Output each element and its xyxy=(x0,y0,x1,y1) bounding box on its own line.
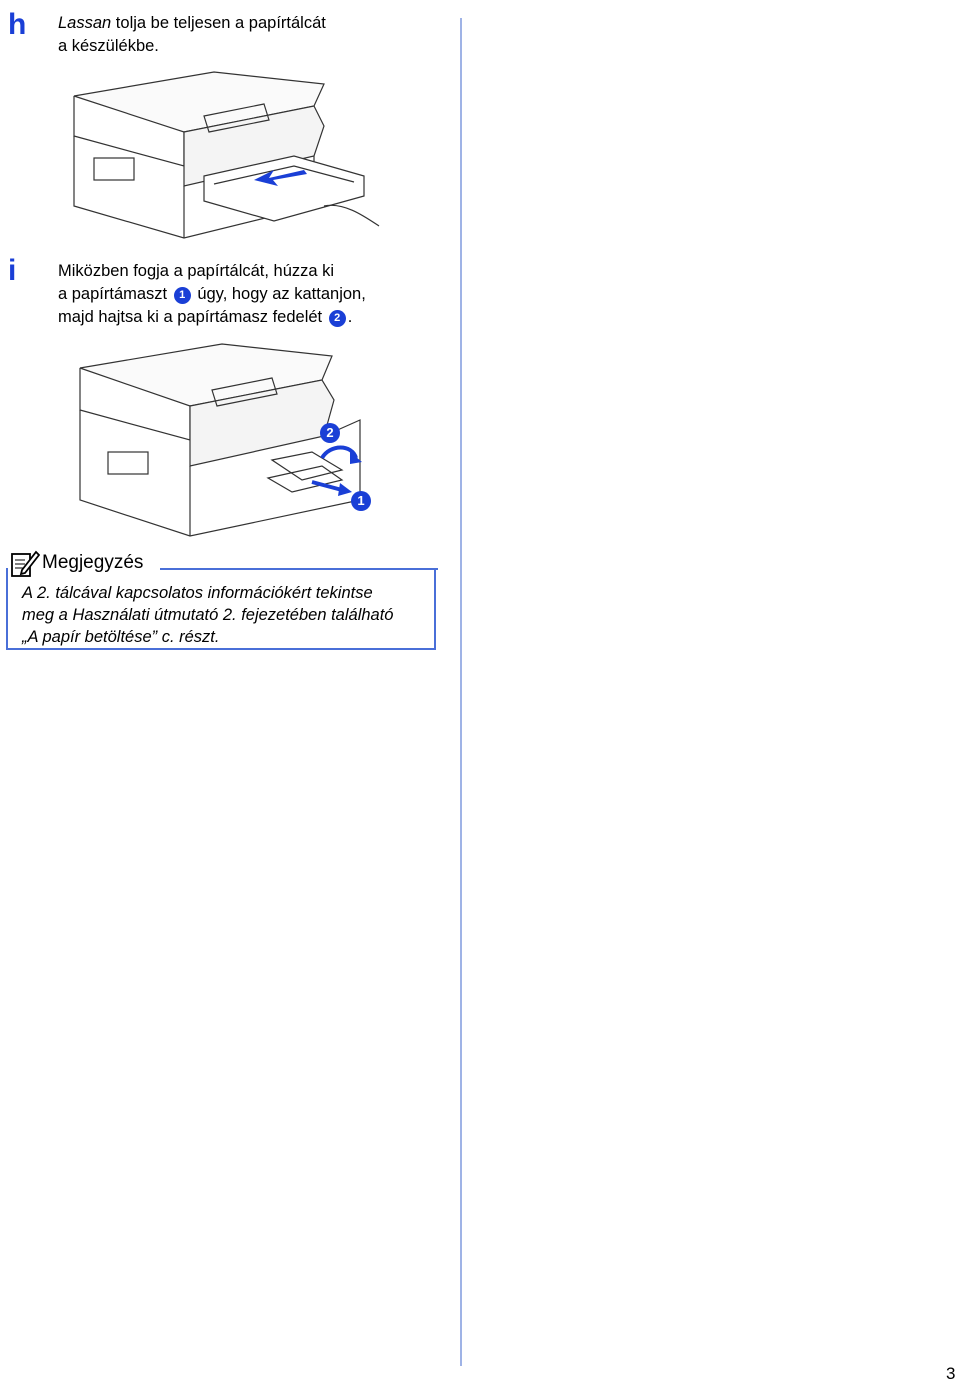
note-text xyxy=(22,582,432,648)
printer-tray-insert-illustration xyxy=(64,66,384,244)
note-pencil-icon xyxy=(10,548,40,578)
step-i-text xyxy=(58,260,438,329)
callout-2-icon: 2 xyxy=(329,310,346,327)
printer-paper-support-illustration xyxy=(72,340,382,544)
page-number: 3 xyxy=(946,1364,956,1383)
step-h-line-1 xyxy=(58,12,438,35)
figure-callout-1-icon: 1 xyxy=(351,491,371,511)
step-i-line-2 xyxy=(58,283,438,306)
step-i-line-1: Miközben fogja a papírtálcát, húzza ki xyxy=(58,262,335,280)
step-i-line-3-a: majd hajtsa ki a papírtámasz fedelét xyxy=(58,308,323,326)
note-line-3: „A papír betöltése” c. részt. xyxy=(22,628,220,646)
step-i-line-3 xyxy=(58,306,438,329)
step-h-emphasis: Lassan xyxy=(58,14,112,32)
note-header xyxy=(10,548,149,578)
step-i-line-2-a: a papírtámaszt xyxy=(58,285,168,303)
column-divider xyxy=(460,18,462,1366)
callout-1-icon: 1 xyxy=(174,287,191,304)
step-h-line-1-rest: tolja be teljesen a papírtálcát xyxy=(111,14,326,32)
note-divider xyxy=(160,568,438,570)
note-title: Megjegyzés xyxy=(42,552,144,573)
note-line-2: meg a Használati útmutató 2. fejezetében található xyxy=(22,606,394,624)
step-h-line-2: a készülékbe. xyxy=(58,37,159,55)
step-i-line-2-b: úgy, hogy az kattanjon, xyxy=(197,285,366,303)
step-h-text xyxy=(58,12,438,58)
step-i-line-3-b: . xyxy=(347,308,353,326)
note-line-1: A 2. tálcával kapcsolatos információkért tekintse xyxy=(22,584,373,602)
figure-callout-2-icon: 2 xyxy=(320,423,340,443)
step-letter-h: h xyxy=(8,8,27,41)
step-letter-i: i xyxy=(8,254,17,287)
